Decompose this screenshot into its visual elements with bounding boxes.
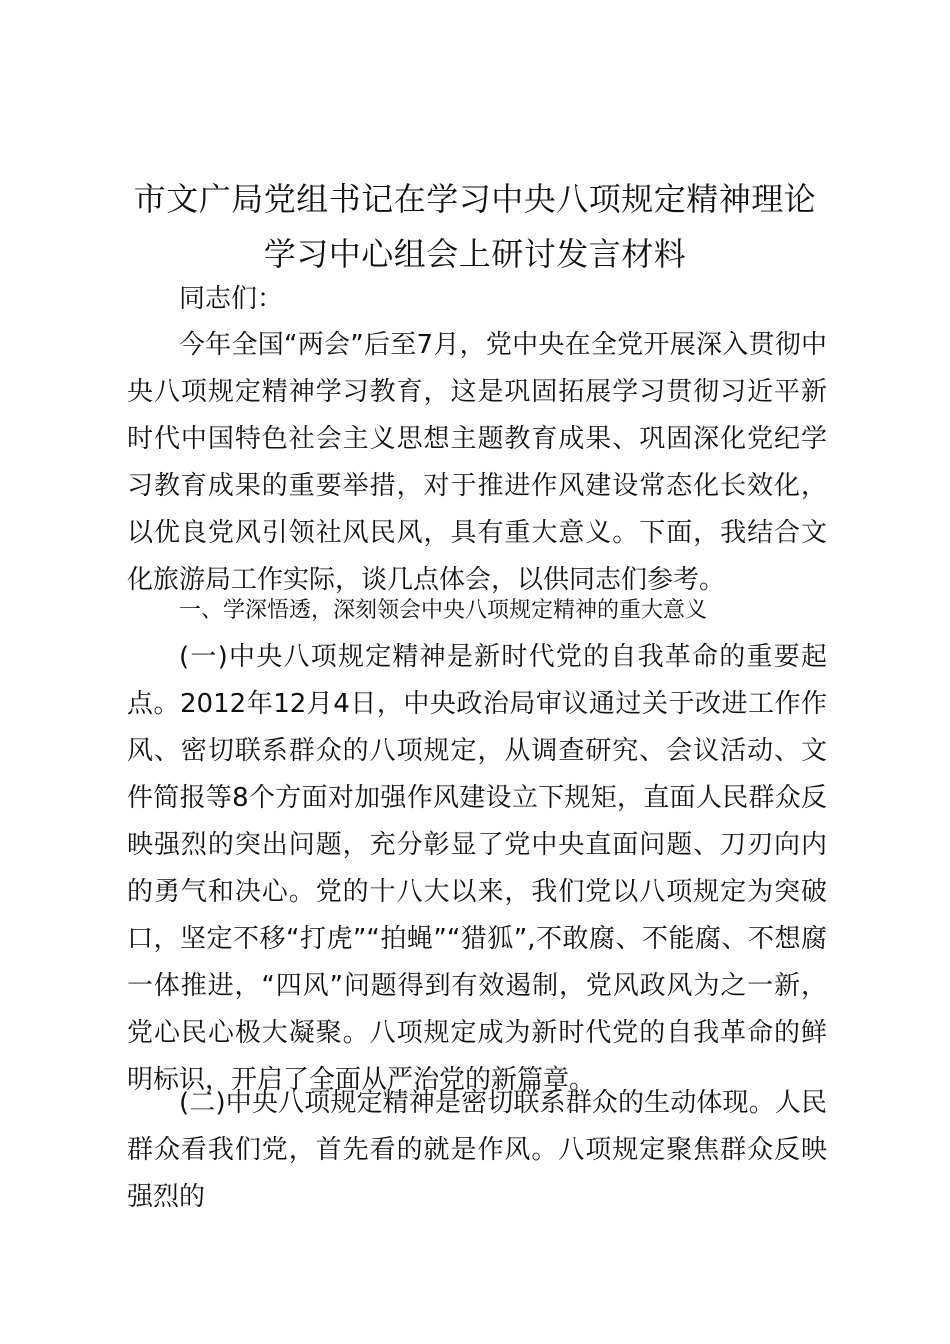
greeting: 同志们：	[179, 284, 284, 314]
section-heading: 一、学深悟透，深刻领会中央八项规定精神的重大意义	[179, 598, 708, 623]
document-title: 市文广局党组书记在学习中央八项规定精神理论学习中心组会上研讨发言材料	[133, 180, 817, 273]
paragraph-point-1: (一)中央八项规定精神是新时代党的自我革命的重要起点。2012年12月4日，中央政治局审议通过关于改进工作作风、密切联系群众的八项规定，从调查研究、会议活动、文件简报等8个方面对加强作风建设立下规矩，直面人民群众反映强烈的突出问题，充分彰显了党中央直面问题、刀刃向内的勇气和决心。党的十八大以来，我们党以八项规定为突破口，坚定不移“打虎”“拍蝇”“猎狐”,不敢腐、不能腐、不想腐一体推进，“四风”问题得到有效遏制，党风政风为之一新，党心民心极大凝聚。八项规定成为新时代党的自我革命的鲜明标识，开启了全面从严治党的新篇章。	[127, 642, 827, 1095]
paragraph-point-2: (二)中央八项规定精神是密切联系群众的生动体现。人民群众看我们党，首先看的就是作风。八项规定聚焦群众反映强烈的	[127, 1088, 827, 1212]
paragraph-intro: 今年全国“两会”后至7月，党中央在全党开展深入贯彻中央八项规定精神学习教育，这是巩固拓展学习贯彻习近平新时代中国特色社会主义思想主题教育成果、巩固深化党纪学习教育成果的重要举措，对于推进作风建设常态化长效化，以优良党风引领社风民风，具有重大意义。下面，我结合文化旅游局工作实际，谈几点体会，以供同志们参考。	[127, 330, 827, 595]
